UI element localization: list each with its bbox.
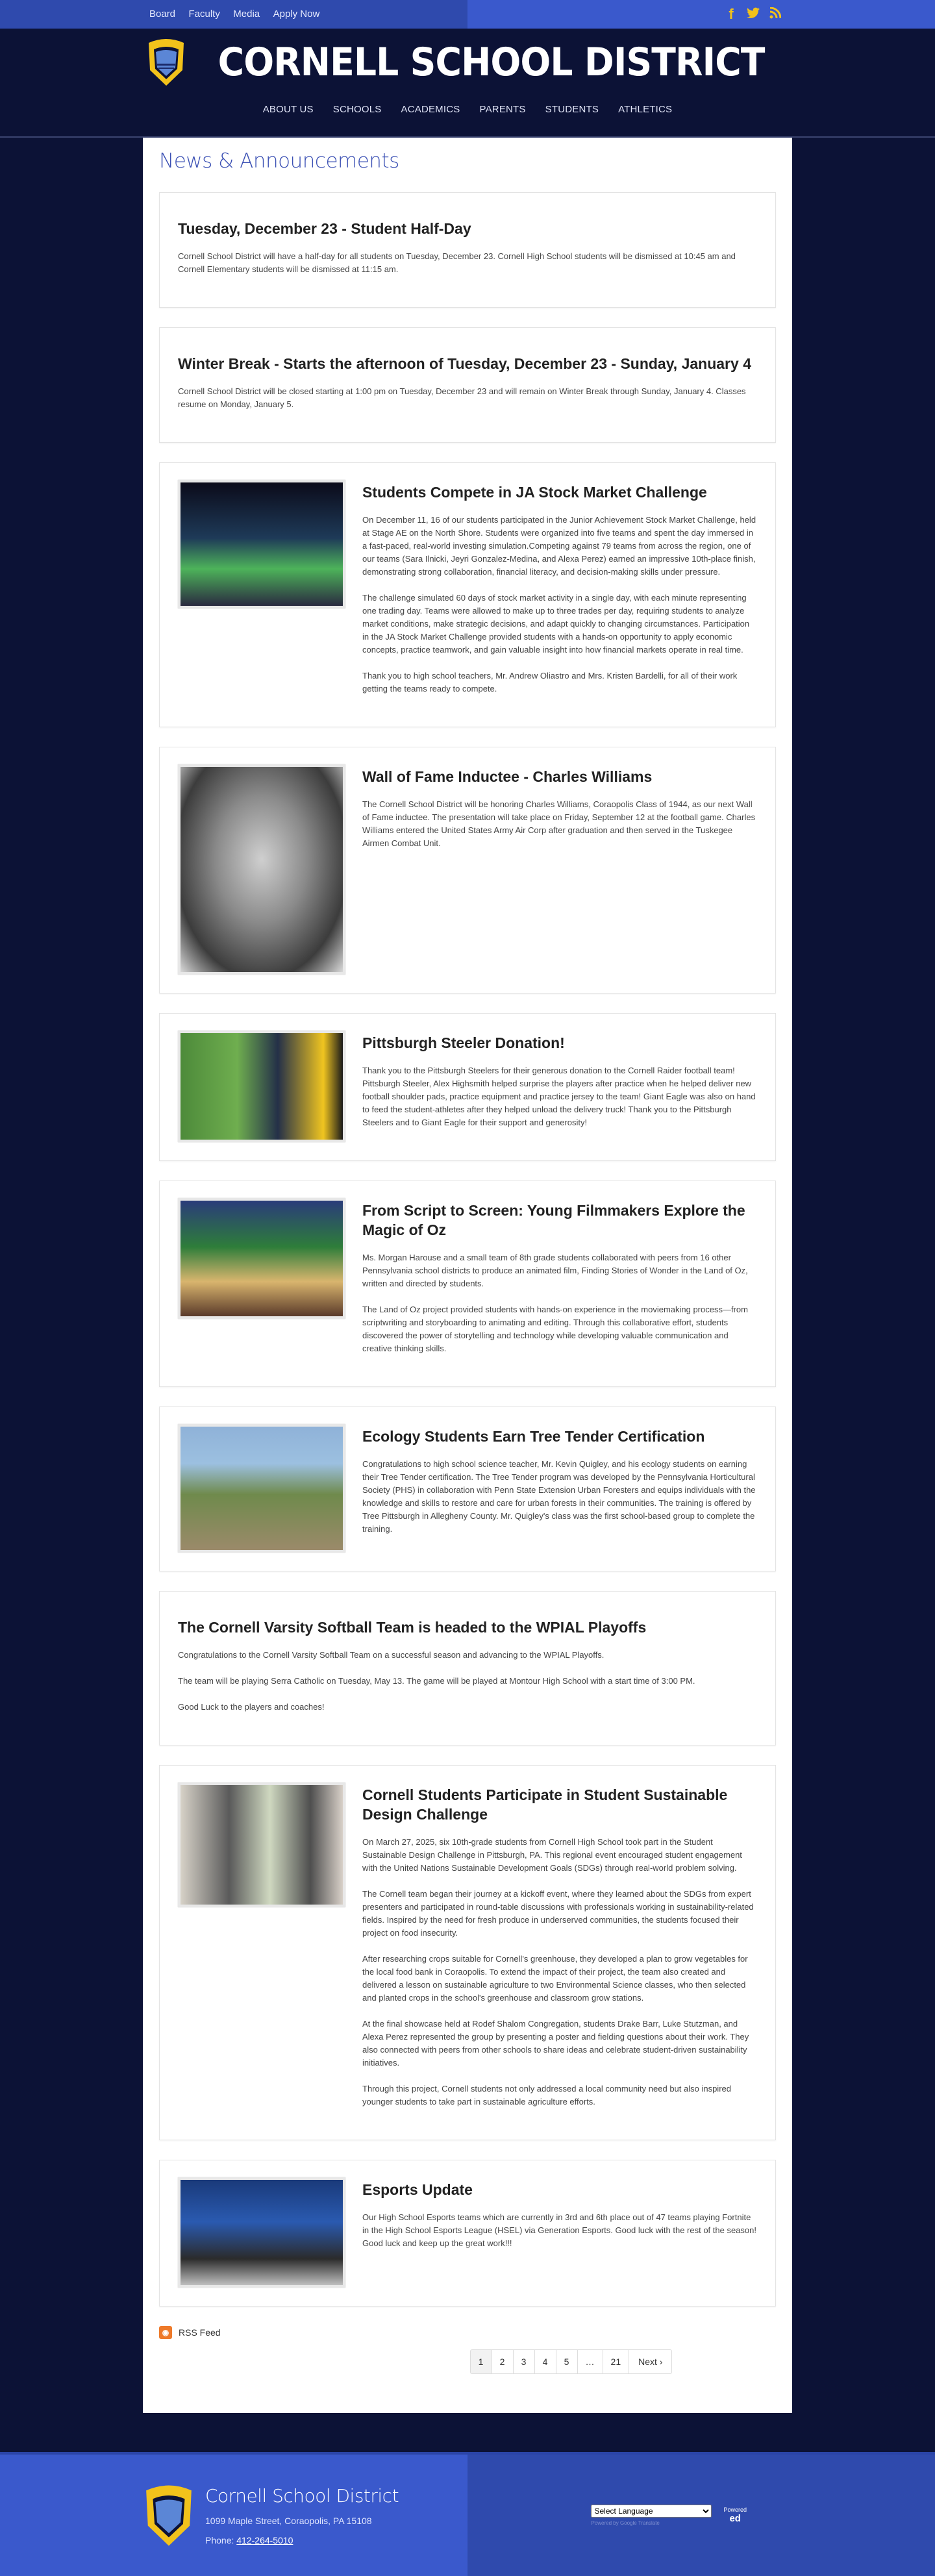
news-article xyxy=(159,1181,776,1387)
pagination xyxy=(367,2349,776,2374)
link-faculty[interactable]: Faculty xyxy=(188,8,220,19)
pagination-ellipsis: … xyxy=(577,2349,603,2374)
article-paragraph: Thank you to high school teachers, Mr. Andrew Oliastro and Mrs. Kristen Bardelli, for all of their work getting the teams ready to compete. xyxy=(362,671,738,694)
article-title[interactable]: The Cornell Varsity Softball Team is headed to the WPIAL Playoffs xyxy=(178,1619,647,1636)
page-spacer xyxy=(0,2413,935,2452)
link-apply-now[interactable]: Apply Now xyxy=(273,8,320,19)
footer-address: 1099 Maple Street, Coraopolis, PA 15108 xyxy=(205,2516,372,2526)
article-body xyxy=(362,764,757,975)
news-article xyxy=(159,192,776,308)
article-title[interactable]: Cornell Students Participate in Student Sustainable Design Challenge xyxy=(362,1786,728,1823)
news-list xyxy=(159,192,776,2307)
top-bar xyxy=(0,0,935,29)
article-image[interactable] xyxy=(178,1424,345,1553)
nav-schools[interactable]: SCHOOLS xyxy=(332,104,382,115)
twitter-icon[interactable] xyxy=(747,6,760,23)
article-body xyxy=(178,210,757,289)
article-paragraph: The Cornell team began their journey at a kickoff event, where they learned about the SDGs from expert presenters and participated in round-table discussions with professionals working in sustainability-related fields. Inspired by the need for fresh produce in underserved communities, the students focused their project on food insecurity. xyxy=(362,1889,754,1938)
rss-feed-icon: ◉ xyxy=(159,2326,172,2339)
page-3-button[interactable]: 3 xyxy=(513,2349,535,2374)
link-board[interactable]: Board xyxy=(149,8,176,19)
article-title[interactable]: Esports Update xyxy=(362,2181,473,2198)
article-image[interactable] xyxy=(178,1782,345,1907)
news-article xyxy=(159,1591,776,1745)
google-translate-credit: Powered by Google Translate xyxy=(591,2520,660,2526)
article-body xyxy=(362,480,757,708)
nav-about-us[interactable]: ABOUT US xyxy=(262,104,314,115)
article-paragraph: Congratulations to the Cornell Varsity Softball Team on a successful season and advancing to the WPIAL Playoffs. xyxy=(178,1650,605,1660)
article-title[interactable]: Pittsburgh Steeler Donation! xyxy=(362,1034,565,1051)
news-article xyxy=(159,327,776,443)
nav-parents[interactable]: PARENTS xyxy=(479,104,526,115)
rss-feed-label: RSS Feed xyxy=(179,2327,221,2338)
news-article xyxy=(159,2160,776,2307)
article-paragraph: The team will be playing Serra Catholic on Tuesday, May 13. The game will be played at Montour High School with a start time of 3:00 PM. xyxy=(178,1676,695,1686)
footer-phone xyxy=(205,2535,399,2545)
social-links xyxy=(725,6,782,23)
powered-label: Powered xyxy=(723,2507,747,2513)
article-title[interactable]: Students Compete in JA Stock Market Challenge xyxy=(362,484,707,501)
rss-icon[interactable] xyxy=(769,6,782,23)
utility-links xyxy=(149,8,330,20)
article-title[interactable]: From Script to Screen: Young Filmmakers Explore the Magic of Oz xyxy=(362,1202,745,1238)
article-paragraph: Ms. Morgan Harouse and a small team of 8th grade students collaborated with peers from 16 other Pennsylvania school districts to produce an animated film, Finding Stories of Wonder in the Land of Oz, written and directed by students. xyxy=(362,1253,748,1288)
ed-logo-text: ed xyxy=(729,2513,741,2524)
article-paragraph: The Land of Oz project provided students with hands-on experience in the moviemaking process—from scriptwriting and storyboarding to animating and editing. Through this collaborative effort, students discovered the power of storytelling and technology while developing valuable communication and creative thinking skills. xyxy=(362,1305,748,1353)
article-paragraph: At the final showcase held at Rodef Shalom Congregation, students Drake Barr, Luke Stutzman, and Alexa Perez represented the group by presenting a poster and fielding questions about their work. They also connected with peers from other schools to share ideas and celebrate student-driven sustainability initiatives. xyxy=(362,2019,749,2068)
news-article xyxy=(159,1407,776,1571)
article-paragraph: The challenge simulated 60 days of stock market activity in a single day, with each minute representing one trading day. Teams were allowed to make up to three trades per day, requiring students to analyze market conditions, make strategic decisions, and adapt quickly to changing circumstances. Participation in the JA Stock Market Challenge provided students with a hands-on opportunity to apply economic concepts, practice teamwork, and gain valuable insight into how financial markets operate in real time. xyxy=(362,593,750,655)
link-media[interactable]: Media xyxy=(233,8,260,19)
news-article xyxy=(159,1013,776,1161)
article-paragraph: Congratulations to high school science teacher, Mr. Kevin Quigley, and his ecology students on earning their Tree Tender certification. The Tree Tender program was developed by the Pennsylvania Horticultural Society (PHS) in collaboration with Penn State Extension Urban Foresters and equips individuals with the knowledge and skills to restore and care for urban forests in their communities. The training is offered by Tree Pittsburgh in Allegheny County. Mr. Quigley's class was the first school-based group to complete the training. xyxy=(362,1459,756,1534)
nav-athletics[interactable]: ATHLETICS xyxy=(618,104,673,115)
footer-crest-logo xyxy=(143,2482,195,2549)
article-paragraph: Good Luck to the players and coaches! xyxy=(178,1702,325,1712)
article-image[interactable] xyxy=(178,480,345,608)
page-1-button[interactable]: 1 xyxy=(470,2349,492,2374)
article-title[interactable]: Winter Break - Starts the afternoon of Tuesday, December 23 - Sunday, January 4 xyxy=(178,355,751,372)
footer-district-name: Cornell School District xyxy=(205,2485,399,2507)
article-paragraph: After researching crops suitable for Cornell's greenhouse, they developed a plan to grow vegetables for the local food bank in Coraopolis. To extend the impact of their project, the team also created and delivered a lesson on sustainable agriculture to two Environmental Science classes, who then selected and planted crops in the school's greenhouse and classroom grow stations. xyxy=(362,1954,748,2003)
article-image[interactable] xyxy=(178,2177,345,2288)
article-image[interactable] xyxy=(178,764,345,975)
main-content xyxy=(143,138,792,2413)
site-header xyxy=(0,29,935,136)
news-article xyxy=(159,1765,776,2140)
site-footer xyxy=(0,2452,935,2576)
site-title: CORNELL SCHOOL DISTRICT xyxy=(218,40,765,85)
article-paragraph: Through this project, Cornell students not only addressed a local community need but also inspired younger students to take part in sustainable agriculture efforts. xyxy=(362,2084,731,2107)
page-title: News & Announcements xyxy=(159,149,399,173)
facebook-icon[interactable]: f xyxy=(729,6,734,22)
article-body xyxy=(362,1031,757,1142)
rss-feed-link[interactable] xyxy=(159,2326,776,2339)
article-body xyxy=(362,1424,757,1553)
article-title[interactable]: Tuesday, December 23 - Student Half-Day xyxy=(178,220,471,237)
article-title[interactable]: Wall of Fame Inductee - Charles Williams xyxy=(362,768,653,785)
news-article xyxy=(159,462,776,727)
article-body xyxy=(362,2177,757,2288)
page-2-button[interactable]: 2 xyxy=(492,2349,514,2374)
powered-by-ed-logo[interactable] xyxy=(723,2507,747,2524)
article-body xyxy=(362,1782,757,2121)
article-image[interactable] xyxy=(178,1198,345,1319)
next-page-button[interactable]: Next › xyxy=(629,2349,672,2374)
page-5-button[interactable]: 5 xyxy=(556,2349,578,2374)
article-body xyxy=(178,345,757,424)
article-paragraph: On March 27, 2025, six 10th-grade students from Cornell High School took part in the Student Sustainable Design Challenge in Pittsburgh, PA. This regional event encouraged student engagement with the United Nations Sustainable Development Goals (SDGs) through real-world problem solving. xyxy=(362,1837,742,1873)
main-nav xyxy=(0,104,935,115)
article-image[interactable] xyxy=(178,1031,345,1142)
article-title[interactable]: Ecology Students Earn Tree Tender Certification xyxy=(362,1428,705,1445)
nav-academics[interactable]: ACADEMICS xyxy=(401,104,460,115)
article-body xyxy=(362,1198,757,1368)
article-body xyxy=(178,1608,757,1727)
article-paragraph: Our High School Esports teams which are currently in 3rd and 6th place out of 47 teams playing Fortnite in the High School Esports League (HSEL) via Generation Esports. Good luck with the rest of the season! Good luck and keep up the great work!!! xyxy=(362,2212,756,2248)
article-paragraph: Thank you to the Pittsburgh Steelers for their generous donation to the Cornell Raider football team! Pittsburgh Steeler, Alex Highsmith helped surprise the players after practice when he helped deliver new football shoulder pads, practice equipment and practice jersey to the team! Giant Eagle was also on hand to feed the student-athletes after they helped unload the delivery truck! Thank you to the Pittsburgh Steelers and to Giant Eagle for their support and generosity! xyxy=(362,1066,756,1127)
language-select[interactable] xyxy=(591,2505,712,2518)
phone-label: Phone: xyxy=(205,2535,234,2545)
nav-students[interactable]: STUDENTS xyxy=(545,104,599,115)
article-paragraph: Cornell School District will have a half-day for all students on Tuesday, December 23. Cornell High School students will be dismissed at 10:45 am and Cornell Elementary students will be dismissed at 11:15 am. xyxy=(178,251,736,274)
brand-logo-link[interactable] xyxy=(0,29,935,87)
page-21-button[interactable]: 21 xyxy=(603,2349,630,2374)
news-article xyxy=(159,747,776,994)
article-paragraph: Cornell School District will be closed starting at 1:00 pm on Tuesday, December 23 and will remain on Winter Break through Sunday, January 4. Classes resume on Monday, January 5. xyxy=(178,386,746,409)
article-paragraph: The Cornell School District will be honoring Charles Williams, Coraopolis Class of 1944, as our next Wall of Fame inductee. The presentation will take place on Friday, September 12 at the football game. Charles Williams entered the United States Army Air Corp after graduation and then served in the Tuskegee Airmen Combat Unit. xyxy=(362,799,756,848)
page-4-button[interactable]: 4 xyxy=(534,2349,556,2374)
article-paragraph: On December 11, 16 of our students participated in the Junior Achievement Stock Market Challenge, held at Stage AE on the North Shore. Students were organized into five teams and spent the day immersed in a fast-paced, real-world investing simulation.Competing against 79 teams from across the region, one of our teams (Sara Ilnicki, Jeyri Gonzalez-Medina, and Alexa Perez) earned an impressive 10th-place finish, demonstrating strong collaboration, financial literacy, and decision-making skills under pressure. xyxy=(362,515,756,577)
phone-link[interactable]: 412-264-5010 xyxy=(236,2535,293,2545)
district-crest-logo xyxy=(146,38,186,87)
